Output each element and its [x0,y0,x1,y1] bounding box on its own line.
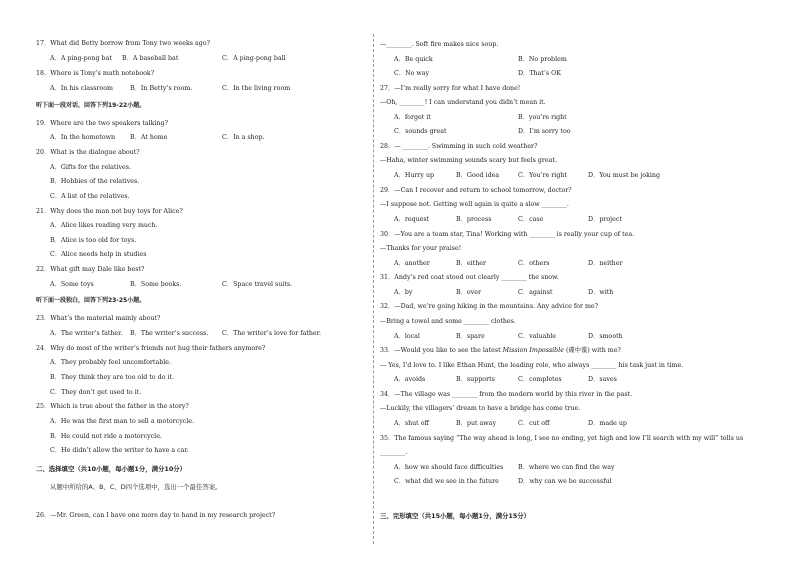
answer-option: A．forget it [394,114,431,121]
answer-option: A．He was the first man to sell a motorcycle. [50,418,195,425]
question-line: —Bring a towel and some ________ clothes. [380,318,516,325]
answer-option: C．He didn’t allow the writer to have a car. [50,447,189,454]
answer-option: D．I’m sorry too [518,128,571,135]
answer-option: A．avoids [394,376,426,383]
answer-option: C．Space travel suits. [222,281,293,288]
answer-option: B．you’re right [518,114,567,121]
question-line: 23．What’s the material mainly about? [36,315,161,322]
answer-option: A．The writer’s father. [50,330,123,337]
answer-option: C．Alice needs help in studies [50,251,147,258]
answer-option: C．completes [518,376,562,383]
answer-option: B．A baseball bat [122,55,179,62]
answer-option: B．spare [456,333,485,340]
answer-option: A．A ping-pong bat [50,55,112,62]
answer-option: B．No problem [518,56,567,63]
answer-option: B．supports [456,376,495,383]
answer-option: B．Alice is too old for toys. [50,237,137,244]
answer-option: C．valuable [518,333,557,340]
answer-option: D．That’s OK [518,70,561,77]
question-line: ________. [380,449,408,456]
question-line: 29．—Can I recover and return to school tomorrow, doctor? [380,187,572,194]
answer-option: B．either [456,260,486,267]
question-line: —I suppose not. Getting well again is quite a slow ________. [380,201,569,208]
answer-option: C．A list of the relatives. [50,193,130,200]
question-line: 27．—I’m really sorry for what I have done! [380,85,521,92]
question-line: 35．The famous saying “The way ahead is long, I see no ending, yet high and low I’ll search with my will” tells us [380,435,744,442]
answer-option: C．sounds great [394,128,447,135]
answer-option: B．process [456,216,492,223]
question-line: 28．— ________. Swimming in such cold weather? [380,143,538,150]
listening-heading: 听下面一段对话，回答下列19-22小题。 [36,102,146,109]
column-divider [373,34,374,544]
section-heading: 二、选择填空（共10小题，每小题1分，满分10分） [36,465,187,473]
answer-option: B．He could not ride a motorcycle. [50,433,162,440]
question-line: —Luckily, the villagers’ dream to have a bridge has come true. [380,405,581,412]
answer-option: A．by [394,289,413,296]
answer-option: C．what did we see in the future [394,478,499,485]
answer-option: A．In his classroom [50,85,114,92]
answer-option: C．In a shop. [222,134,265,141]
question-line: 22．What gift may Dale like best? [36,266,145,273]
answer-option: C．against [518,289,553,296]
answer-option: A．In the hometown [50,134,116,141]
question-line: 17．What did Betty borrow from Tony two weeks ago? [36,40,210,47]
question-line: 34．—The village was ________ from the modern world by this river in the past. [380,391,633,398]
answer-option: A．how we should face difficulties [394,464,504,471]
answer-option: D．made up [588,420,627,427]
answer-option: C．In the living room [222,85,291,92]
answer-option: D．project [588,216,622,223]
question-line: 25．Which is true about the father in the story? [36,403,189,410]
answer-option: A．local [394,333,420,340]
answer-option: A．Some toys [50,281,94,288]
answer-option: A．Hurry up [394,172,435,179]
answer-option: B．Hobbies of the relatives. [50,178,140,185]
question-line: 18．Where is Tony’s math notebook? [36,70,155,77]
answer-option: C．cut off [518,420,550,427]
question-line: 19．Where are the two speakers talking? [36,120,168,127]
answer-option: B．where we can find the way [518,464,615,471]
answer-option: A．Gifts for the relatives. [50,164,131,171]
answer-option: D．neither [588,260,623,267]
answer-option: B．The writer’s success. [130,330,209,337]
listening-heading: 听下面一段独白，回答下列23-25小题。 [36,297,146,304]
answer-option: A．Be quick [394,56,433,63]
answer-option: A．request [394,216,430,223]
question-line: —Thanks for your praise! [380,245,462,252]
question-line: 32．—Dad, we’re going hiking in the mountains. Any advice for me? [380,303,599,310]
answer-option: D．You must be joking [588,172,661,179]
answer-option: A．Alice likes reading very much. [50,222,158,229]
section-heading: 三、完形填空（共15小题，每小题1分，满分15分） [380,512,531,520]
answer-option: C．others [518,260,550,267]
question-text: (碟中谍) with me? [563,347,621,354]
answer-option: D．saves [588,376,617,383]
answer-option: B．put away [456,420,496,427]
section-instruction: 从题中所给的A、B、C、D四个选项中，选出一个最佳答案。 [50,483,222,491]
answer-option: A．shut off [394,420,429,427]
answer-option: B．Good idea [456,172,500,179]
answer-option: B．They think they are too old to do it. [50,374,174,381]
question-line: —Oh, ________! I can understand you didn’t mean it. [380,99,546,106]
question-line: — Yes, I’d love to. I like Ethan Hunt, the leading role, who always ________ his task just in time. [380,362,684,369]
answer-option: B．In Betty’s room. [130,85,193,92]
answer-option: C．case [518,216,544,223]
question-line: —Haha, winter swimming sounds scary but feels great. [380,157,557,164]
question-line: 26．—Mr. Green, can I have one more day to hand in my research project? [36,512,276,519]
question-line: 30．—You are a team star, Tina! Working with ________ is really your cup of tea. [380,231,635,238]
answer-option: C．A ping-pong ball [222,55,286,62]
right-column [380,0,780,562]
movie-title: Mission Impossible [502,347,564,354]
left-column [36,0,372,562]
question-text: 33．—Would you like to see the latest [380,347,503,354]
answer-option: A．They probably feel uncomfortable. [50,359,171,366]
answer-option: B．At home [130,134,168,141]
answer-option: C．They don’t get used to it. [50,389,142,396]
answer-option: D．smooth [588,333,623,340]
question-line: 21．Why does the man not buy toys for Alice? [36,208,183,215]
answer-option: A．another [394,260,430,267]
answer-option: D．why can we be successful [518,478,612,485]
answer-option: D．with [588,289,614,296]
question-line [380,347,621,355]
question-line: 24．Why do most of the writer’s friends not hug their fathers anymore? [36,345,266,352]
answer-option: B．over [456,289,482,296]
question-line: —________. Soft fire makes nice soup. [380,41,499,48]
question-line: 31．Andy’s red coat stood out clearly ________ the snow. [380,274,559,281]
answer-option: C．No way [394,70,430,77]
question-line: 20．What is the dialogue about? [36,149,140,156]
answer-option: B．Some books. [130,281,182,288]
answer-option: C．The writer’s love for father. [222,330,321,337]
answer-option: C．You’re right [518,172,567,179]
